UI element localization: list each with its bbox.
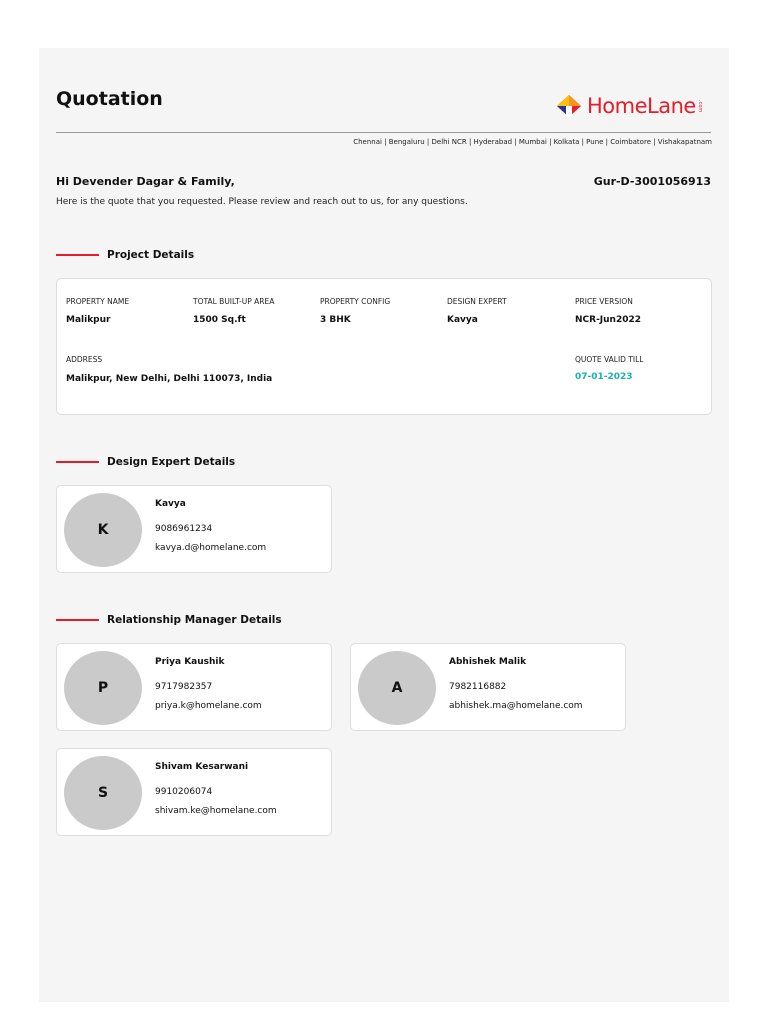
- header-divider: [56, 132, 711, 133]
- section-title: Project Details: [107, 249, 195, 261]
- section-title: Relationship Manager Details: [107, 614, 282, 626]
- property-name-label: PROPERTY NAME: [66, 297, 130, 306]
- person-email: abhishek.ma@homelane.com: [449, 701, 583, 711]
- person-name: Kavya: [155, 499, 186, 509]
- homelane-logo-icon: [556, 94, 582, 118]
- person-name: Abhishek Malik: [449, 657, 527, 667]
- greeting: Hi Devender Dagar & Family,: [56, 175, 235, 188]
- relationship-manager-card: [350, 643, 626, 731]
- brand-suffix: .com: [696, 99, 703, 113]
- address-value: Malikpur, New Delhi, Delhi 110073, India: [66, 374, 273, 384]
- avatar: A: [358, 651, 436, 725]
- section-accent-line: [56, 254, 99, 256]
- avatar: P: [64, 651, 142, 725]
- person-phone: 9717982357: [155, 682, 213, 692]
- relationship-manager-card: [56, 643, 332, 731]
- property-config-value: 3 BHK: [320, 315, 351, 325]
- person-phone: 9910206074: [155, 787, 213, 797]
- person-name: Priya Kaushik: [155, 657, 225, 667]
- person-email: shivam.ke@homelane.com: [155, 806, 277, 816]
- person-email: priya.k@homelane.com: [155, 701, 262, 711]
- property-config-label: PROPERTY CONFIG: [320, 297, 391, 306]
- city-list: Chennai | Bengaluru | Delhi NCR | Hyderabad | Mumbai | Kolkata | Pune | Coimbatore | Vishakapatnam: [353, 138, 712, 146]
- design-expert-value: Kavya: [447, 315, 478, 325]
- person-phone: 7982116882: [449, 682, 507, 692]
- project-details-heading: [56, 249, 194, 261]
- price-version-label: PRICE VERSION: [575, 297, 633, 306]
- quote-valid-value: 07-01-2023: [575, 372, 633, 382]
- built-up-area-value: 1500 Sq.ft: [193, 315, 246, 325]
- brand-name: HomeLane: [587, 94, 696, 118]
- relationship-manager-heading: [56, 614, 282, 626]
- built-up-area-label: TOTAL BUILT-UP AREA: [193, 297, 275, 306]
- design-expert-label: DESIGN EXPERT: [447, 297, 507, 306]
- person-name: Shivam Kesarwani: [155, 762, 249, 772]
- design-expert-heading: [56, 456, 235, 468]
- intro-text: Here is the quote that you requested. Please review and reach out to us, for any questions.: [56, 197, 468, 207]
- section-accent-line: [56, 619, 99, 621]
- section-accent-line: [56, 461, 99, 463]
- price-version-value: NCR-Jun2022: [575, 315, 642, 325]
- avatar: S: [64, 756, 142, 830]
- quote-id: Gur-D-3001056913: [593, 175, 711, 188]
- address-label: ADDRESS: [66, 355, 103, 364]
- property-name-value: Malikpur: [66, 315, 111, 325]
- homelane-logo: [556, 94, 703, 118]
- design-expert-card: [56, 485, 332, 573]
- project-details-card: [56, 278, 712, 415]
- person-email: kavya.d@homelane.com: [155, 543, 267, 553]
- section-title: Design Expert Details: [107, 456, 236, 468]
- quote-valid-label: QUOTE VALID TILL: [575, 355, 644, 364]
- page-title: Quotation: [56, 88, 163, 110]
- avatar: K: [64, 493, 142, 567]
- relationship-manager-card: [56, 748, 332, 836]
- person-phone: 9086961234: [155, 524, 213, 534]
